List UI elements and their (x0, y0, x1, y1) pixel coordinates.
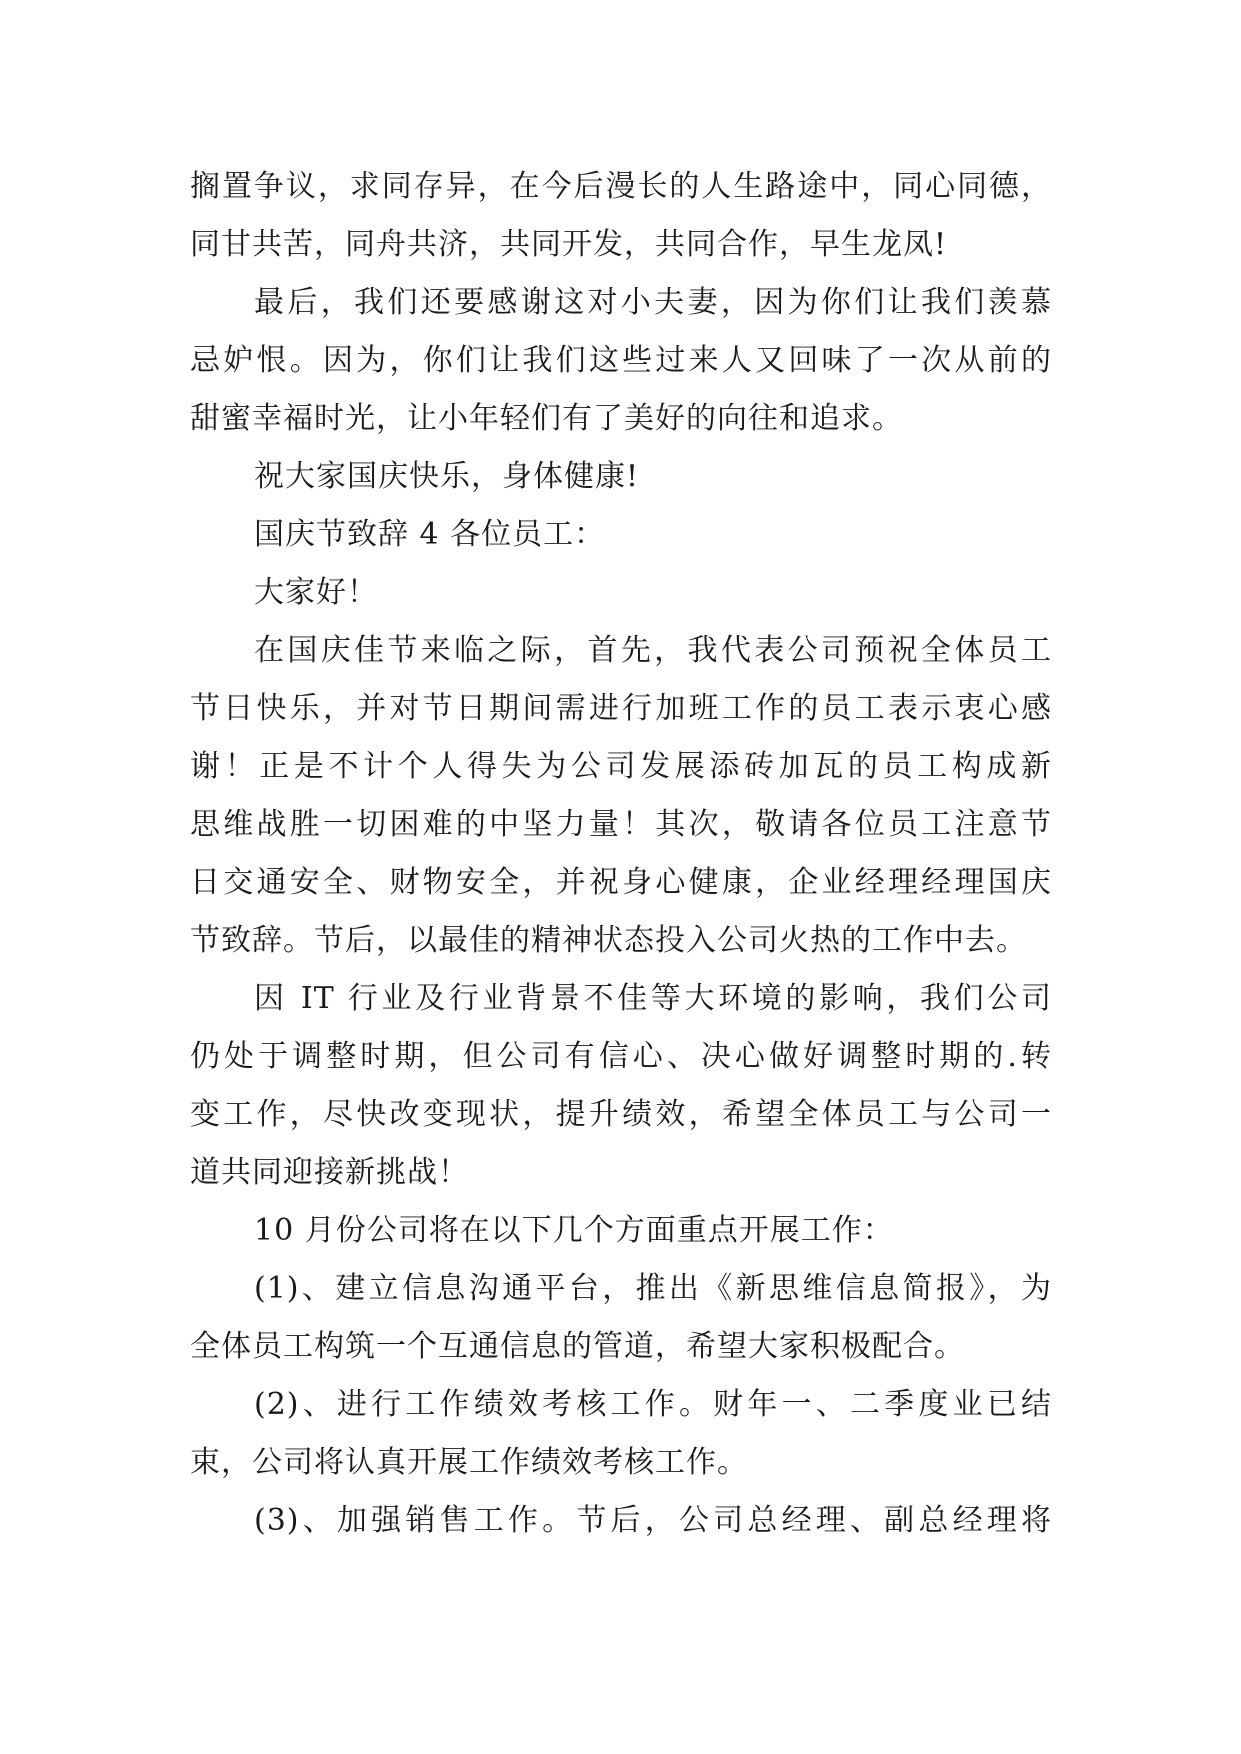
text-line-20: (1)、建立信息沟通平台，推出《新思维信息简报》，为 (254, 1271, 1052, 1306)
text-line-21: 全体员工构筑一个互通信息的管道，希望大家积极配合。 (190, 1329, 965, 1364)
text-line-16: 仍处于调整时期，但公司有信心、决心做好调整时期的.转 (190, 1039, 1052, 1074)
text-line-14: 节致辞。节后，以最佳的精神状态投入公司火热的工作中去。 (190, 923, 1027, 958)
text-line-1: 搁置争议，求同存异，在今后漫长的人生路途中，同心同德， (190, 169, 1052, 204)
text-line-12: 思维战胜一切困难的中坚力量！其次，敬请各位员工注意节 (190, 807, 1052, 842)
text-line-15: 因 IT 行业及行业背景不佳等大环境的影响，我们公司 (254, 981, 1052, 1016)
text-line-11: 谢！正是不计个人得失为公司发展添砖加瓦的员工构成新 (190, 749, 1052, 784)
text-line-10: 节日快乐，并对节日期间需进行加班工作的员工表示衷心感 (190, 691, 1052, 726)
text-line-7: 国庆节致辞 4 各位员工： (254, 517, 606, 552)
text-line-22: (2)、进行工作绩效考核工作。财年一、二季度业已结 (254, 1387, 1052, 1422)
document-page (190, 158, 1052, 1550)
text-line-13: 日交通安全、财物安全，并祝身心健康，企业经理经理国庆 (190, 865, 1052, 900)
text-line-24: (3)、加强销售工作。节后，公司总经理、副总经理将 (254, 1503, 1052, 1538)
text-line-19: 10 月份公司将在以下几个方面重点开展工作： (254, 1213, 894, 1248)
text-line-5: 甜蜜幸福时光，让小年轻们有了美好的向往和追求。 (190, 401, 903, 436)
text-line-3: 最后，我们还要感谢这对小夫妻，因为你们让我们羡慕 (254, 285, 1052, 320)
text-line-9: 在国庆佳节来临之际，首先，我代表公司预祝全体员工 (254, 633, 1052, 668)
text-line-4: 忌妒恨。因为，你们让我们这些过来人又回味了一次从前的 (190, 343, 1052, 378)
text-line-6: 祝大家国庆快乐，身体健康! (254, 459, 640, 494)
text-line-17: 变工作，尽快改变现状，提升绩效，希望全体员工与公司一 (190, 1097, 1052, 1132)
text-line-23: 束，公司将认真开展工作绩效考核工作。 (190, 1445, 748, 1480)
text-line-2: 同甘共苦，同舟共济，共同开发，共同合作，早生龙凤! (190, 227, 948, 262)
text-line-18: 道共同迎接新挑战！ (190, 1155, 469, 1190)
text-line-8: 大家好！ (254, 575, 378, 610)
